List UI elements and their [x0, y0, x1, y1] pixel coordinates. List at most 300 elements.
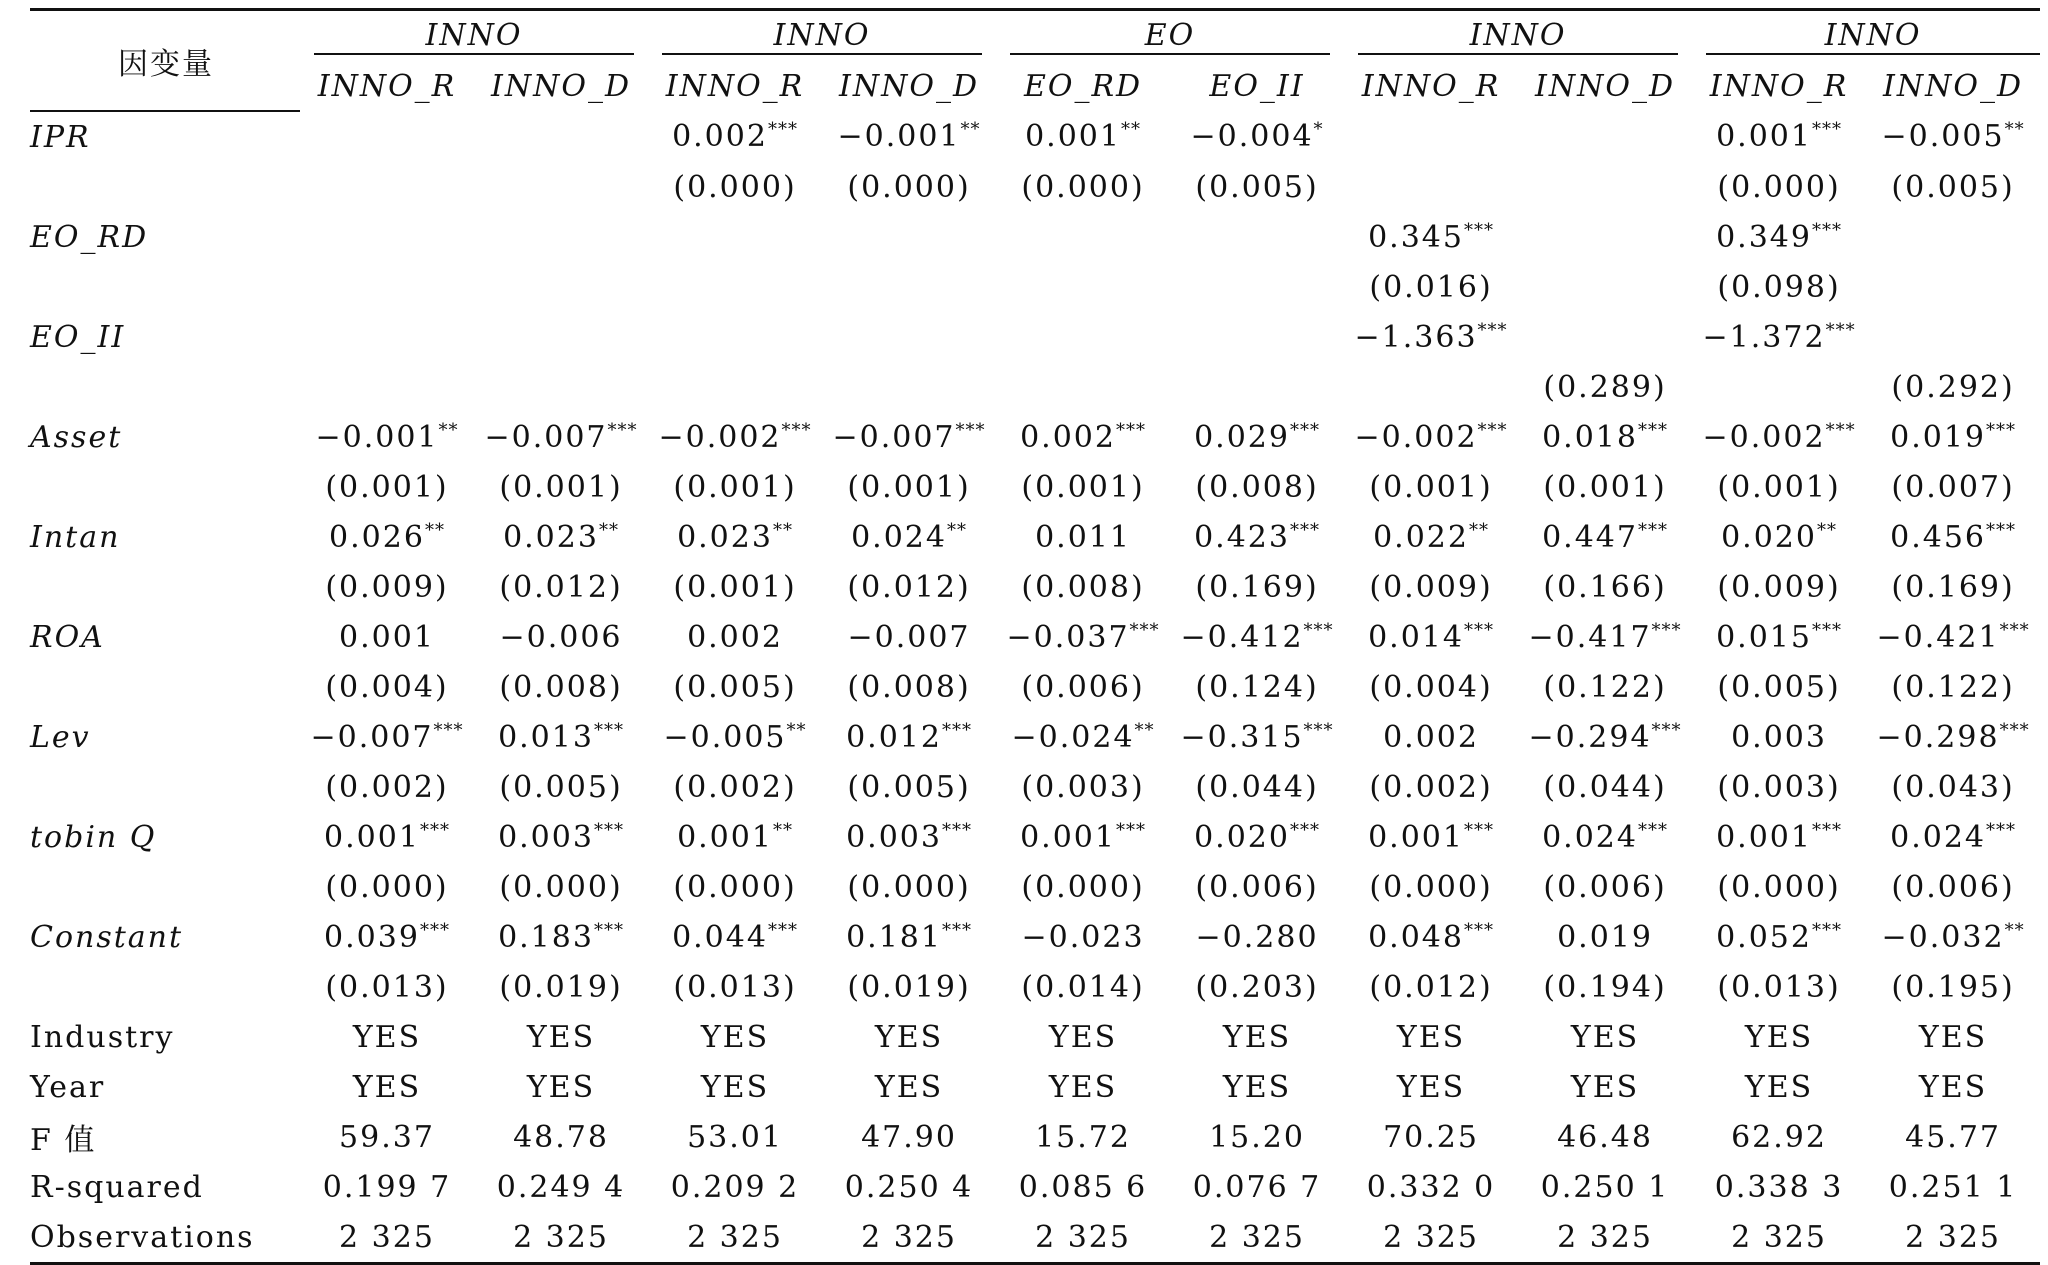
standard-error-cell [996, 262, 1170, 312]
statistic-value: YES [526, 1019, 596, 1055]
standard-error-cell: (0.009) [325, 569, 449, 605]
coefficient-cell [1866, 912, 2040, 962]
coefficient-value: 0.018 [1542, 419, 1638, 455]
standard-error-cell: (0.000) [673, 869, 797, 905]
coefficient-row [30, 912, 2040, 962]
standard-error-cell [822, 262, 996, 312]
statistic-value: 2 325 [300, 1212, 474, 1264]
significance-stars: ** [598, 519, 619, 541]
coefficient-cell [1518, 712, 1692, 762]
statistic-label: Year [30, 1069, 106, 1105]
significance-stars: *** [1129, 619, 1160, 641]
coefficient-cell [1170, 712, 1344, 762]
statistic-value: 0.249 4 [496, 1169, 626, 1205]
coefficient-cell [474, 412, 648, 462]
statistic-value: YES [874, 1019, 944, 1055]
statistic-value: 0.085 6 [1018, 1169, 1148, 1205]
coefficient-cell [474, 512, 648, 562]
standard-error-cell: (0.001) [673, 569, 797, 605]
standard-error-cell: (0.006) [1891, 869, 2015, 905]
significance-stars: *** [941, 819, 972, 841]
coefficient-value: 0.002 [1383, 719, 1479, 755]
statistic-value: 53.01 [687, 1119, 783, 1155]
standard-error-cell: (0.003) [1021, 769, 1145, 805]
coefficient-value: 0.447 [1542, 519, 1638, 555]
statistic-value: YES [700, 1069, 770, 1105]
standard-error-cell: (0.005) [1195, 169, 1319, 205]
significance-stars: *** [1637, 819, 1668, 841]
standard-error-row [30, 762, 2040, 812]
statistic-value: YES [526, 1069, 596, 1105]
standard-error-cell: (0.194) [1543, 969, 1667, 1005]
coefficient-cell [822, 312, 996, 362]
coefficient-value: 0.349 [1716, 219, 1812, 255]
coefficient-value: 0.039 [324, 919, 420, 955]
standard-error-cell: (0.009) [1717, 569, 1841, 605]
coefficient-cell [474, 612, 648, 662]
standard-error-cell: (0.001) [1543, 469, 1667, 505]
row-label-spacer [30, 962, 300, 1012]
significance-stars: *** [955, 419, 986, 441]
coefficient-value: 0.024 [851, 519, 947, 555]
row-label: tobin Q [30, 819, 157, 855]
coefficient-value: 0.019 [1890, 419, 1986, 455]
coefficient-cell [648, 612, 822, 662]
standard-error-row [30, 462, 2040, 512]
column-header: INNO_R [1709, 68, 1849, 104]
coefficient-cell [1344, 212, 1518, 262]
standard-error-cell [1170, 262, 1344, 312]
column-header: INNO_R [665, 68, 805, 104]
coefficient-value: −0.001 [315, 419, 439, 455]
regression-table-page [30, 8, 2030, 1265]
coefficient-cell [1170, 412, 1344, 462]
standard-error-row [30, 662, 2040, 712]
standard-error-cell: (0.001) [1021, 469, 1145, 505]
coefficient-value: 0.001 [1368, 819, 1464, 855]
coefficient-cell [1692, 912, 1866, 962]
coefficient-cell [1344, 512, 1518, 562]
significance-stars: ** [1120, 119, 1141, 140]
significance-stars: *** [1811, 819, 1842, 841]
significance-stars: *** [1637, 419, 1668, 441]
row-label-spacer [30, 662, 300, 712]
significance-stars: *** [593, 819, 624, 841]
statistic-value: 59.37 [339, 1119, 435, 1155]
coefficient-value: −0.004 [1190, 119, 1314, 154]
column-header: EO_RD [1023, 68, 1143, 104]
coefficient-cell [1344, 712, 1518, 762]
significance-stars: ** [786, 719, 807, 741]
coefficient-value: −0.005 [1881, 119, 2005, 154]
coefficient-cell [822, 812, 996, 862]
column-header: EO_II [1209, 68, 1305, 104]
coefficient-value: 0.181 [846, 919, 942, 955]
significance-stars: ** [1468, 519, 1489, 541]
standard-error-cell [474, 362, 648, 412]
statistic-value: 2 325 [1518, 1212, 1692, 1264]
standard-error-cell [1518, 262, 1692, 312]
regression-table [30, 8, 2040, 1265]
coefficient-cell [1692, 212, 1866, 262]
coefficient-cell [822, 212, 996, 262]
coefficient-value: 0.012 [846, 719, 942, 755]
coefficient-cell [300, 412, 474, 462]
coefficient-cell [822, 412, 996, 462]
significance-stars: *** [1986, 519, 2016, 541]
coefficient-cell [1518, 312, 1692, 362]
standard-error-cell: (0.008) [847, 669, 971, 705]
statistic-value: 0.250 1 [1540, 1169, 1670, 1205]
column-header: INNO_D [839, 68, 980, 104]
significance-stars: ** [424, 519, 445, 541]
significance-stars: ** [438, 419, 459, 441]
significance-stars: *** [1999, 619, 2030, 641]
statistic-value: 2 325 [996, 1212, 1170, 1264]
coefficient-cell [1170, 512, 1344, 562]
standard-error-cell: (0.000) [1021, 169, 1145, 205]
standard-error-cell: (0.044) [1195, 769, 1319, 805]
statistic-value: YES [352, 1069, 422, 1105]
column-header: INNO_D [1535, 68, 1676, 104]
coefficient-cell [1518, 512, 1692, 562]
coefficient-value: 0.345 [1368, 219, 1464, 255]
statistic-value: YES [1222, 1019, 1292, 1055]
coefficient-value: −0.007 [847, 619, 971, 655]
coefficient-value: −0.024 [1011, 719, 1135, 755]
coefficient-row [30, 512, 2040, 562]
standard-error-cell: (0.001) [1717, 469, 1841, 505]
coefficient-cell [474, 812, 648, 862]
statistic-value: YES [1918, 1019, 1988, 1055]
statistic-value: 70.25 [1383, 1119, 1479, 1155]
statistic-value: YES [1396, 1069, 1466, 1105]
statistic-value: 0.209 2 [670, 1169, 800, 1205]
row-label: Constant [30, 919, 184, 955]
coefficient-cell [1866, 111, 2040, 162]
column-header: INNO_R [317, 68, 457, 104]
significance-stars: ** [1816, 519, 1837, 541]
coefficient-cell [1518, 912, 1692, 962]
standard-error-cell: (0.001) [673, 469, 797, 505]
standard-error-cell: (0.008) [499, 669, 623, 705]
table-body [30, 111, 2040, 1264]
coefficient-cell [1866, 412, 2040, 462]
statistic-row [30, 1062, 2040, 1112]
coefficient-cell [1866, 312, 2040, 362]
standard-error-cell: (0.044) [1543, 769, 1667, 805]
significance-stars: *** [941, 719, 972, 741]
coefficient-cell [300, 712, 474, 762]
significance-stars: ** [2004, 919, 2025, 941]
coefficient-cell [996, 312, 1170, 362]
coefficient-cell [1170, 212, 1344, 262]
standard-error-cell: (0.098) [1717, 269, 1841, 305]
coefficient-cell [1170, 612, 1344, 662]
significance-stars: *** [1303, 719, 1334, 741]
coefficient-value: −1.363 [1354, 319, 1478, 355]
coefficient-cell [996, 812, 1170, 862]
coefficient-value: 0.002 [1020, 419, 1116, 455]
coefficient-value: −0.005 [663, 719, 787, 755]
statistic-value: 0.199 7 [322, 1169, 452, 1205]
coefficient-value: 0.015 [1716, 619, 1812, 655]
coefficient-row [30, 612, 2040, 662]
row-label: Asset [30, 419, 123, 455]
statistic-value: 2 325 [1170, 1212, 1344, 1264]
group-header-row [30, 10, 2040, 62]
coefficient-value: −0.002 [1354, 419, 1478, 455]
coefficient-cell [1692, 812, 1866, 862]
statistic-value: YES [1744, 1019, 1814, 1055]
row-label-spacer [30, 862, 300, 912]
row-label-spacer [30, 462, 300, 512]
coefficient-value: −0.007 [832, 419, 956, 455]
standard-error-cell: (0.006) [1021, 669, 1145, 705]
coefficient-cell [300, 212, 474, 262]
standard-error-cell: (0.005) [1891, 169, 2015, 205]
statistic-label: R-squared [30, 1169, 204, 1205]
coefficient-cell [474, 111, 648, 162]
standard-error-cell: (0.004) [325, 669, 449, 705]
coefficient-cell [1866, 212, 2040, 262]
coefficient-value: −0.007 [310, 719, 434, 755]
statistic-value: 2 325 [1344, 1212, 1518, 1264]
column-header: INNO_R [1361, 68, 1501, 104]
coefficient-cell [1866, 612, 2040, 662]
column-header-row [30, 61, 2040, 111]
standard-error-cell [1866, 262, 2040, 312]
coefficient-value: 0.002 [672, 119, 768, 154]
statistic-value: YES [1396, 1019, 1466, 1055]
significance-stars: ** [1134, 719, 1155, 741]
coefficient-cell [822, 912, 996, 962]
coefficient-cell [648, 712, 822, 762]
standard-error-cell: (0.013) [673, 969, 797, 1005]
statistic-row [30, 1012, 2040, 1062]
standard-error-row [30, 362, 2040, 412]
coefficient-cell [1344, 612, 1518, 662]
standard-error-cell: (0.000) [1717, 169, 1841, 205]
significance-stars: *** [767, 119, 798, 140]
standard-error-cell: (0.008) [1195, 469, 1319, 505]
statistic-row [30, 1112, 2040, 1162]
significance-stars: *** [1825, 319, 1856, 341]
significance-stars: *** [1811, 219, 1842, 241]
coefficient-cell [300, 912, 474, 962]
column-header: INNO_D [491, 68, 631, 104]
significance-stars: *** [1825, 419, 1856, 441]
significance-stars: *** [419, 819, 450, 841]
standard-error-cell: (0.001) [325, 469, 449, 505]
coefficient-cell [474, 212, 648, 262]
standard-error-cell: (0.124) [1195, 669, 1319, 705]
coefficient-cell [648, 412, 822, 462]
coefficient-row [30, 212, 2040, 262]
statistic-value: YES [700, 1019, 770, 1055]
standard-error-cell: (0.000) [499, 869, 623, 905]
row-label-spacer [30, 762, 300, 812]
standard-error-cell: (0.002) [325, 769, 449, 805]
coefficient-value: 0.003 [498, 819, 594, 855]
coefficient-value: −0.294 [1528, 719, 1652, 755]
significance-stars: *** [767, 919, 798, 941]
standard-error-cell: (0.014) [1021, 969, 1145, 1005]
standard-error-cell: (0.000) [673, 169, 797, 205]
standard-error-cell [300, 362, 474, 412]
significance-stars: *** [1986, 819, 2016, 841]
group-header [648, 10, 996, 62]
coefficient-value: 0.020 [1194, 819, 1290, 855]
statistic-row [30, 1212, 2040, 1264]
standard-error-cell: (0.002) [1369, 769, 1493, 805]
statistic-label: F 值 [30, 1123, 97, 1158]
statistic-value: YES [874, 1069, 944, 1105]
standard-error-cell: (0.019) [499, 969, 623, 1005]
coefficient-value: 0.001 [1716, 119, 1812, 154]
coefficient-value: 0.020 [1721, 519, 1817, 555]
statistic-value: 62.92 [1731, 1119, 1827, 1155]
standard-error-cell: (0.000) [847, 169, 971, 205]
coefficient-value: 0.019 [1557, 919, 1653, 955]
coefficient-cell [300, 312, 474, 362]
coefficient-value: 0.011 [1035, 519, 1131, 555]
statistic-value: 2 325 [1866, 1212, 2040, 1264]
coefficient-cell [300, 512, 474, 562]
coefficient-value: 0.001 [1025, 119, 1121, 154]
standard-error-cell [1692, 362, 1866, 412]
standard-error-cell: (0.000) [325, 869, 449, 905]
significance-stars: *** [433, 719, 464, 741]
standard-error-cell: (0.004) [1369, 669, 1493, 705]
standard-error-cell [648, 262, 822, 312]
coefficient-cell [1170, 312, 1344, 362]
significance-stars: *** [1811, 619, 1842, 641]
significance-stars: *** [781, 419, 812, 441]
standard-error-cell [996, 362, 1170, 412]
coefficient-cell [300, 612, 474, 662]
coefficient-cell [474, 312, 648, 362]
standard-error-cell: (0.195) [1891, 969, 2015, 1005]
statistic-value: 0.332 0 [1366, 1169, 1496, 1205]
coefficient-value: −0.023 [1021, 919, 1145, 955]
coefficient-value: 0.001 [1716, 819, 1812, 855]
group-header [300, 10, 648, 62]
significance-stars: *** [1811, 119, 1842, 140]
group-header-label: INNO [662, 18, 982, 55]
standard-error-cell: (0.000) [1369, 869, 1493, 905]
statistic-value: YES [1048, 1069, 1118, 1105]
coefficient-cell [648, 812, 822, 862]
standard-error-cell: (0.005) [1717, 669, 1841, 705]
coefficient-value: 0.029 [1194, 419, 1290, 455]
standard-error-cell [1344, 362, 1518, 412]
significance-stars: *** [607, 419, 638, 441]
coefficient-value: 0.183 [498, 919, 594, 955]
group-header-label: INNO [1358, 18, 1678, 55]
coefficient-cell [996, 512, 1170, 562]
coefficient-cell [1692, 712, 1866, 762]
coefficient-cell [1344, 412, 1518, 462]
standard-error-cell: (0.006) [1543, 869, 1667, 905]
significance-stars: ** [772, 819, 793, 841]
significance-stars: ** [772, 519, 793, 541]
standard-error-cell: (0.122) [1891, 669, 2015, 705]
standard-error-cell [474, 162, 648, 212]
coefficient-value: 0.002 [687, 619, 783, 655]
significance-stars: *** [419, 919, 450, 941]
standard-error-cell: (0.005) [847, 769, 971, 805]
coefficient-cell [474, 712, 648, 762]
coefficient-value: −0.002 [658, 419, 782, 455]
statistic-value: 2 325 [648, 1212, 822, 1264]
significance-stars: *** [1477, 319, 1508, 341]
standard-error-cell: (0.016) [1369, 269, 1493, 305]
coefficient-cell [648, 512, 822, 562]
statistic-value: 45.77 [1905, 1119, 2001, 1155]
group-header-label: INNO [314, 18, 634, 55]
row-label-spacer [30, 162, 300, 212]
coefficient-row [30, 712, 2040, 762]
statistic-label: Observations [30, 1212, 300, 1264]
coefficient-value: 0.001 [1020, 819, 1116, 855]
statistic-value: 46.48 [1557, 1119, 1653, 1155]
coefficient-value: −0.298 [1876, 719, 2000, 755]
coefficient-cell [996, 212, 1170, 262]
group-header [996, 10, 1344, 62]
dependent-variable-label: 因变量 [30, 10, 300, 112]
coefficient-cell [1866, 712, 2040, 762]
standard-error-cell: (0.005) [673, 669, 797, 705]
coefficient-cell [996, 111, 1170, 162]
statistic-value: YES [1048, 1019, 1118, 1055]
group-header [1692, 10, 2040, 62]
statistic-value: YES [1570, 1019, 1640, 1055]
standard-error-cell [300, 162, 474, 212]
coefficient-value: 0.001 [324, 819, 420, 855]
coefficient-value: −0.002 [1702, 419, 1826, 455]
coefficient-cell [996, 912, 1170, 962]
significance-stars: *** [1651, 619, 1682, 641]
statistic-value: 0.076 7 [1192, 1169, 1322, 1205]
coefficient-value: −0.315 [1180, 719, 1304, 755]
coefficient-cell [822, 111, 996, 162]
standard-error-cell: (0.000) [847, 869, 971, 905]
coefficient-value: 0.423 [1194, 519, 1290, 555]
group-header-label: EO [1010, 18, 1330, 55]
coefficient-cell [1692, 312, 1866, 362]
significance-stars: *** [1637, 519, 1668, 541]
statistic-value: YES [352, 1019, 422, 1055]
row-label: ROA [30, 619, 105, 655]
coefficient-value: −0.421 [1876, 619, 2000, 655]
coefficient-cell [1518, 212, 1692, 262]
significance-stars: *** [1651, 719, 1682, 741]
coefficient-cell [996, 412, 1170, 462]
coefficient-cell [1692, 612, 1866, 662]
significance-stars: *** [1986, 419, 2016, 441]
coefficient-cell [1692, 512, 1866, 562]
coefficient-value: 0.022 [1373, 519, 1469, 555]
coefficient-cell [648, 312, 822, 362]
standard-error-cell: (0.001) [499, 469, 623, 505]
standard-error-cell: (0.001) [847, 469, 971, 505]
significance-stars: *** [593, 919, 624, 941]
significance-stars: *** [1463, 919, 1494, 941]
significance-stars: *** [1463, 219, 1494, 241]
coefficient-value: −0.007 [484, 419, 608, 455]
coefficient-value: −0.417 [1528, 619, 1652, 655]
